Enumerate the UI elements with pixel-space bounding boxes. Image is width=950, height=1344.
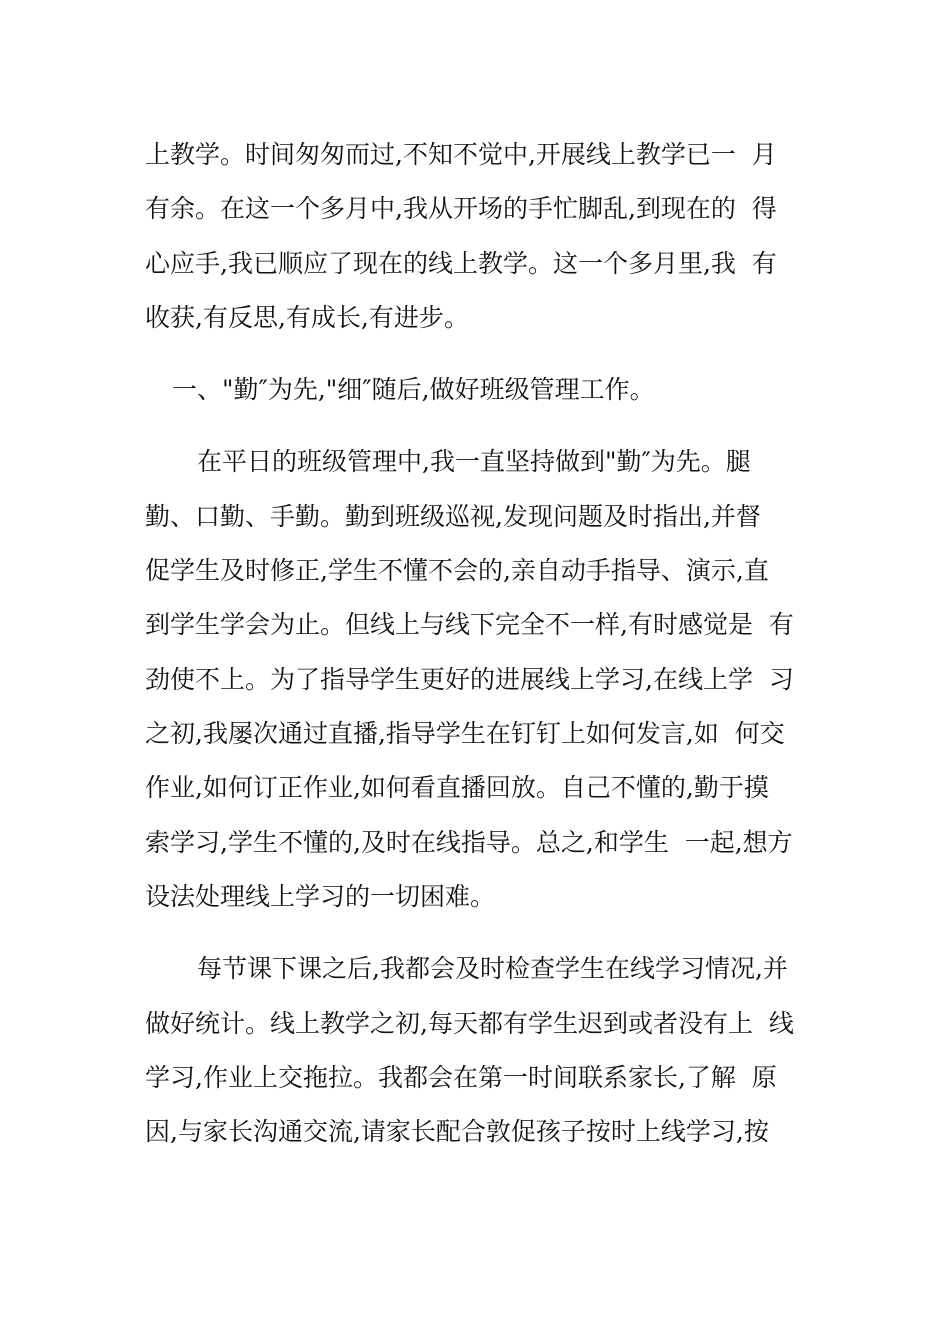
section-heading: 一、"勤″为先,"细″随后,做好班级管理工作。 — [172, 375, 655, 404]
paragraph-1-line-2: 有余。在这一个多月中,我从开场的手忙脚乱,到现在的 得 — [145, 194, 777, 223]
paragraph-1-line-4: 收获,有反思,有成长,有进步。 — [145, 303, 469, 332]
paragraph-2-line-8: 索学习,学生不懂的,及时在线指导。总之,和学生 一起,想方 — [145, 828, 793, 857]
paragraph-2-line-7: 作业,如何订正作业,如何看直播回放。自己不懂的,勤于摸 — [145, 773, 769, 802]
paragraph-3-line-1: 每节课下课之后,我都会及时检查学生在线学习情况,并 — [197, 954, 788, 983]
paragraph-3-line-3: 学习,作业上交拖拉。我都会在第一时间联系家长,了解 原 — [145, 1063, 777, 1092]
paragraph-2-line-3: 促学生及时修正,学生不懂不会的,亲自动手指导、演示,直 — [145, 556, 769, 585]
paragraph-2-line-6: 之初,我屡次通过直播,指导学生在钉钉上如何发言,如 何交 — [145, 719, 785, 748]
paragraph-2-line-5: 劲使不上。为了指导学生更好的进展线上学习,在线上学 习 — [145, 665, 794, 694]
paragraph-1-line-3: 心应手,我已顺应了现在的线上教学。这一个多月里,我 有 — [145, 249, 777, 278]
paragraph-2-line-1: 在平日的班级管理中,我一直坚持做到"勤″为先。腿 — [197, 447, 751, 476]
paragraph-1-line-1: 上教学。时间匆匆而过,不知不觉中,开展线上教学已一 月 — [145, 140, 777, 169]
paragraph-3-line-4: 因,与家长沟通交流,请家长配合敦促孩子按时上线学习,按 — [145, 1117, 769, 1146]
paragraph-2-line-4: 到学生学会为止。但线上与线下完全不一样,有时感觉是 有 — [145, 610, 794, 639]
paragraph-2-line-2: 勤、口勤、手勤。勤到班级巡视,发现问题及时指出,并督 — [145, 502, 761, 531]
paragraph-2-line-9: 设法处理线上学习的一切困难。 — [145, 882, 496, 911]
paragraph-3-line-2: 做好统计。线上教学之初,每天都有学生迟到或者没有上 线 — [145, 1009, 794, 1038]
